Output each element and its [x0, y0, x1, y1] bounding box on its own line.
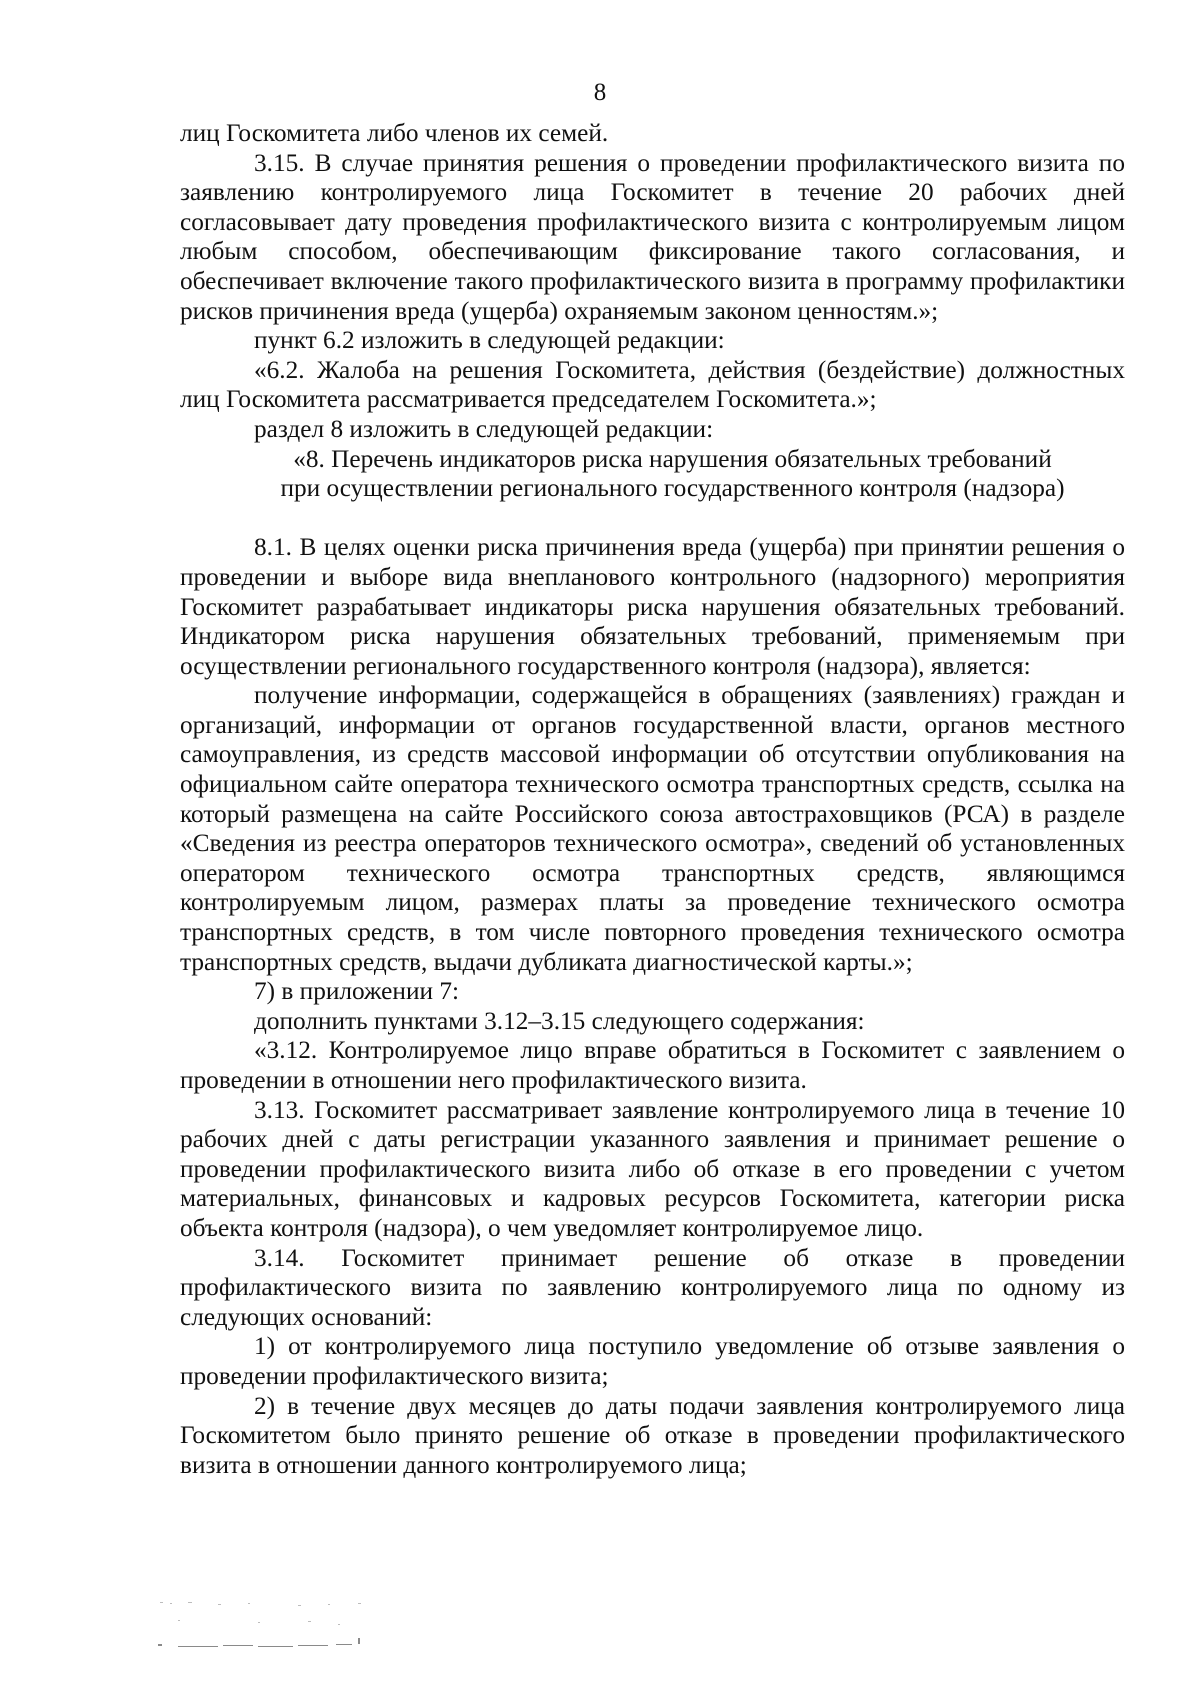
paragraph-appendix-7: 7) в приложении 7: [254, 977, 460, 1006]
paragraph-continuation: лиц Госкомитета либо членов их семей. [180, 119, 609, 147]
paragraph-3-15: 3.15. В случае принятия решения о проведении профилактического визита по заявлению контролируемого лица Госкомитет в течение 20 рабочих дней согласовывает дату проведения профилактического визита с контролируемым лицом любым способом, обеспечивающим фиксирование такого согласования, и обеспечивает включение такого профилактического визита в программу профилактики рисков причинения вреда (ущерба) охраняемым законом ценностям.»; [180, 148, 1125, 325]
paragraph-3-14-2: 2) в течение двух месяцев до даты подачи заявления контролируемого лица Госкомитетом было принято решение об отказе в проведении профилактического визита в отношении данного контролируемого лица; [180, 1391, 1125, 1479]
section-8-heading [180, 445, 1125, 504]
paragraph-6-2: «6.2. Жалоба на решения Госкомитета, действия (бездействие) должностных лиц Госкомитета рассматривается председателем Госкомитета.»; [180, 355, 1125, 414]
document-body [180, 119, 1125, 1480]
paragraph-3-13: 3.13. Госкомитет рассматривает заявление контролируемого лица в течение 10 рабочих дней с даты регистрации указанного заявления и принимает решение о проведении профилактического визита либо об отказе в его проведении с учетом материальных, финансовых и кадровых ресурсов Госкомитета, категории риска объекта контроля (надзора), о чем уведомляет контролируемое лицо. [180, 1095, 1125, 1242]
section-8-heading-line2: при осуществлении регионального государственного контроля (надзора) [280, 474, 1065, 503]
section-8-heading-line1: «8. Перечень индикаторов риска нарушения обязательных требований [293, 444, 1052, 473]
paragraph-add-points: дополнить пунктами 3.12–3.15 следующего содержания: [254, 1006, 865, 1035]
paragraph-3-14: 3.14. Госкомитет принимает решение об отказе в проведении профилактического визита по заявлению контролируемого лица по одному из следующих оснований: [180, 1243, 1125, 1331]
paragraph-3-12: «3.12. Контролируемое лицо вправе обратиться в Госкомитет с заявлением о проведении в отношении него профилактического визита. [180, 1036, 1125, 1094]
paragraph-3-14-1: 1) от контролируемого лица поступило уведомление об отзыве заявления о проведении профилактического визита; [180, 1332, 1125, 1390]
paragraph-section-8-intro: раздел 8 изложить в следующей редакции: [254, 414, 714, 443]
scan-artifact [158, 1600, 368, 1652]
paragraph-6-2-intro: пункт 6.2 изложить в следующей редакции: [254, 326, 725, 355]
paragraph-8-1-info: получение информации, содержащейся в обращениях (заявлениях) граждан и организаций, информации от органов государственной власти, органов местного самоуправления, из средств массовой информации об отсутствии опубликования на официальном сайте оператора технического осмотра транспортных средств, ссылка на который размещена на сайте Российского союза автостраховщиков (РСА) в разделе «Сведения из реестра операторов технического осмотра», сведений об установленных оператором технического осмотра транспортных средств, являющимся контролируемым лицом, размерах платы за проведение технического осмотра транспортных средств, в том числе повторного проведения технического осмотра транспортных средств, выдачи дубликата диагностической карты.»; [180, 681, 1125, 976]
paragraph-8-1: 8.1. В целях оценки риска причинения вреда (ущерба) при принятии решения о проведении и выборе вида внепланового контрольного (надзорного) мероприятия Госкомитет разрабатывает индикаторы риска нарушения обязательных требований. Индикатором риска нарушения обязательных требований, применяемым при осуществлении регионального государственного контроля (надзора), является: [180, 533, 1125, 680]
page-number: 8 [593, 79, 607, 106]
